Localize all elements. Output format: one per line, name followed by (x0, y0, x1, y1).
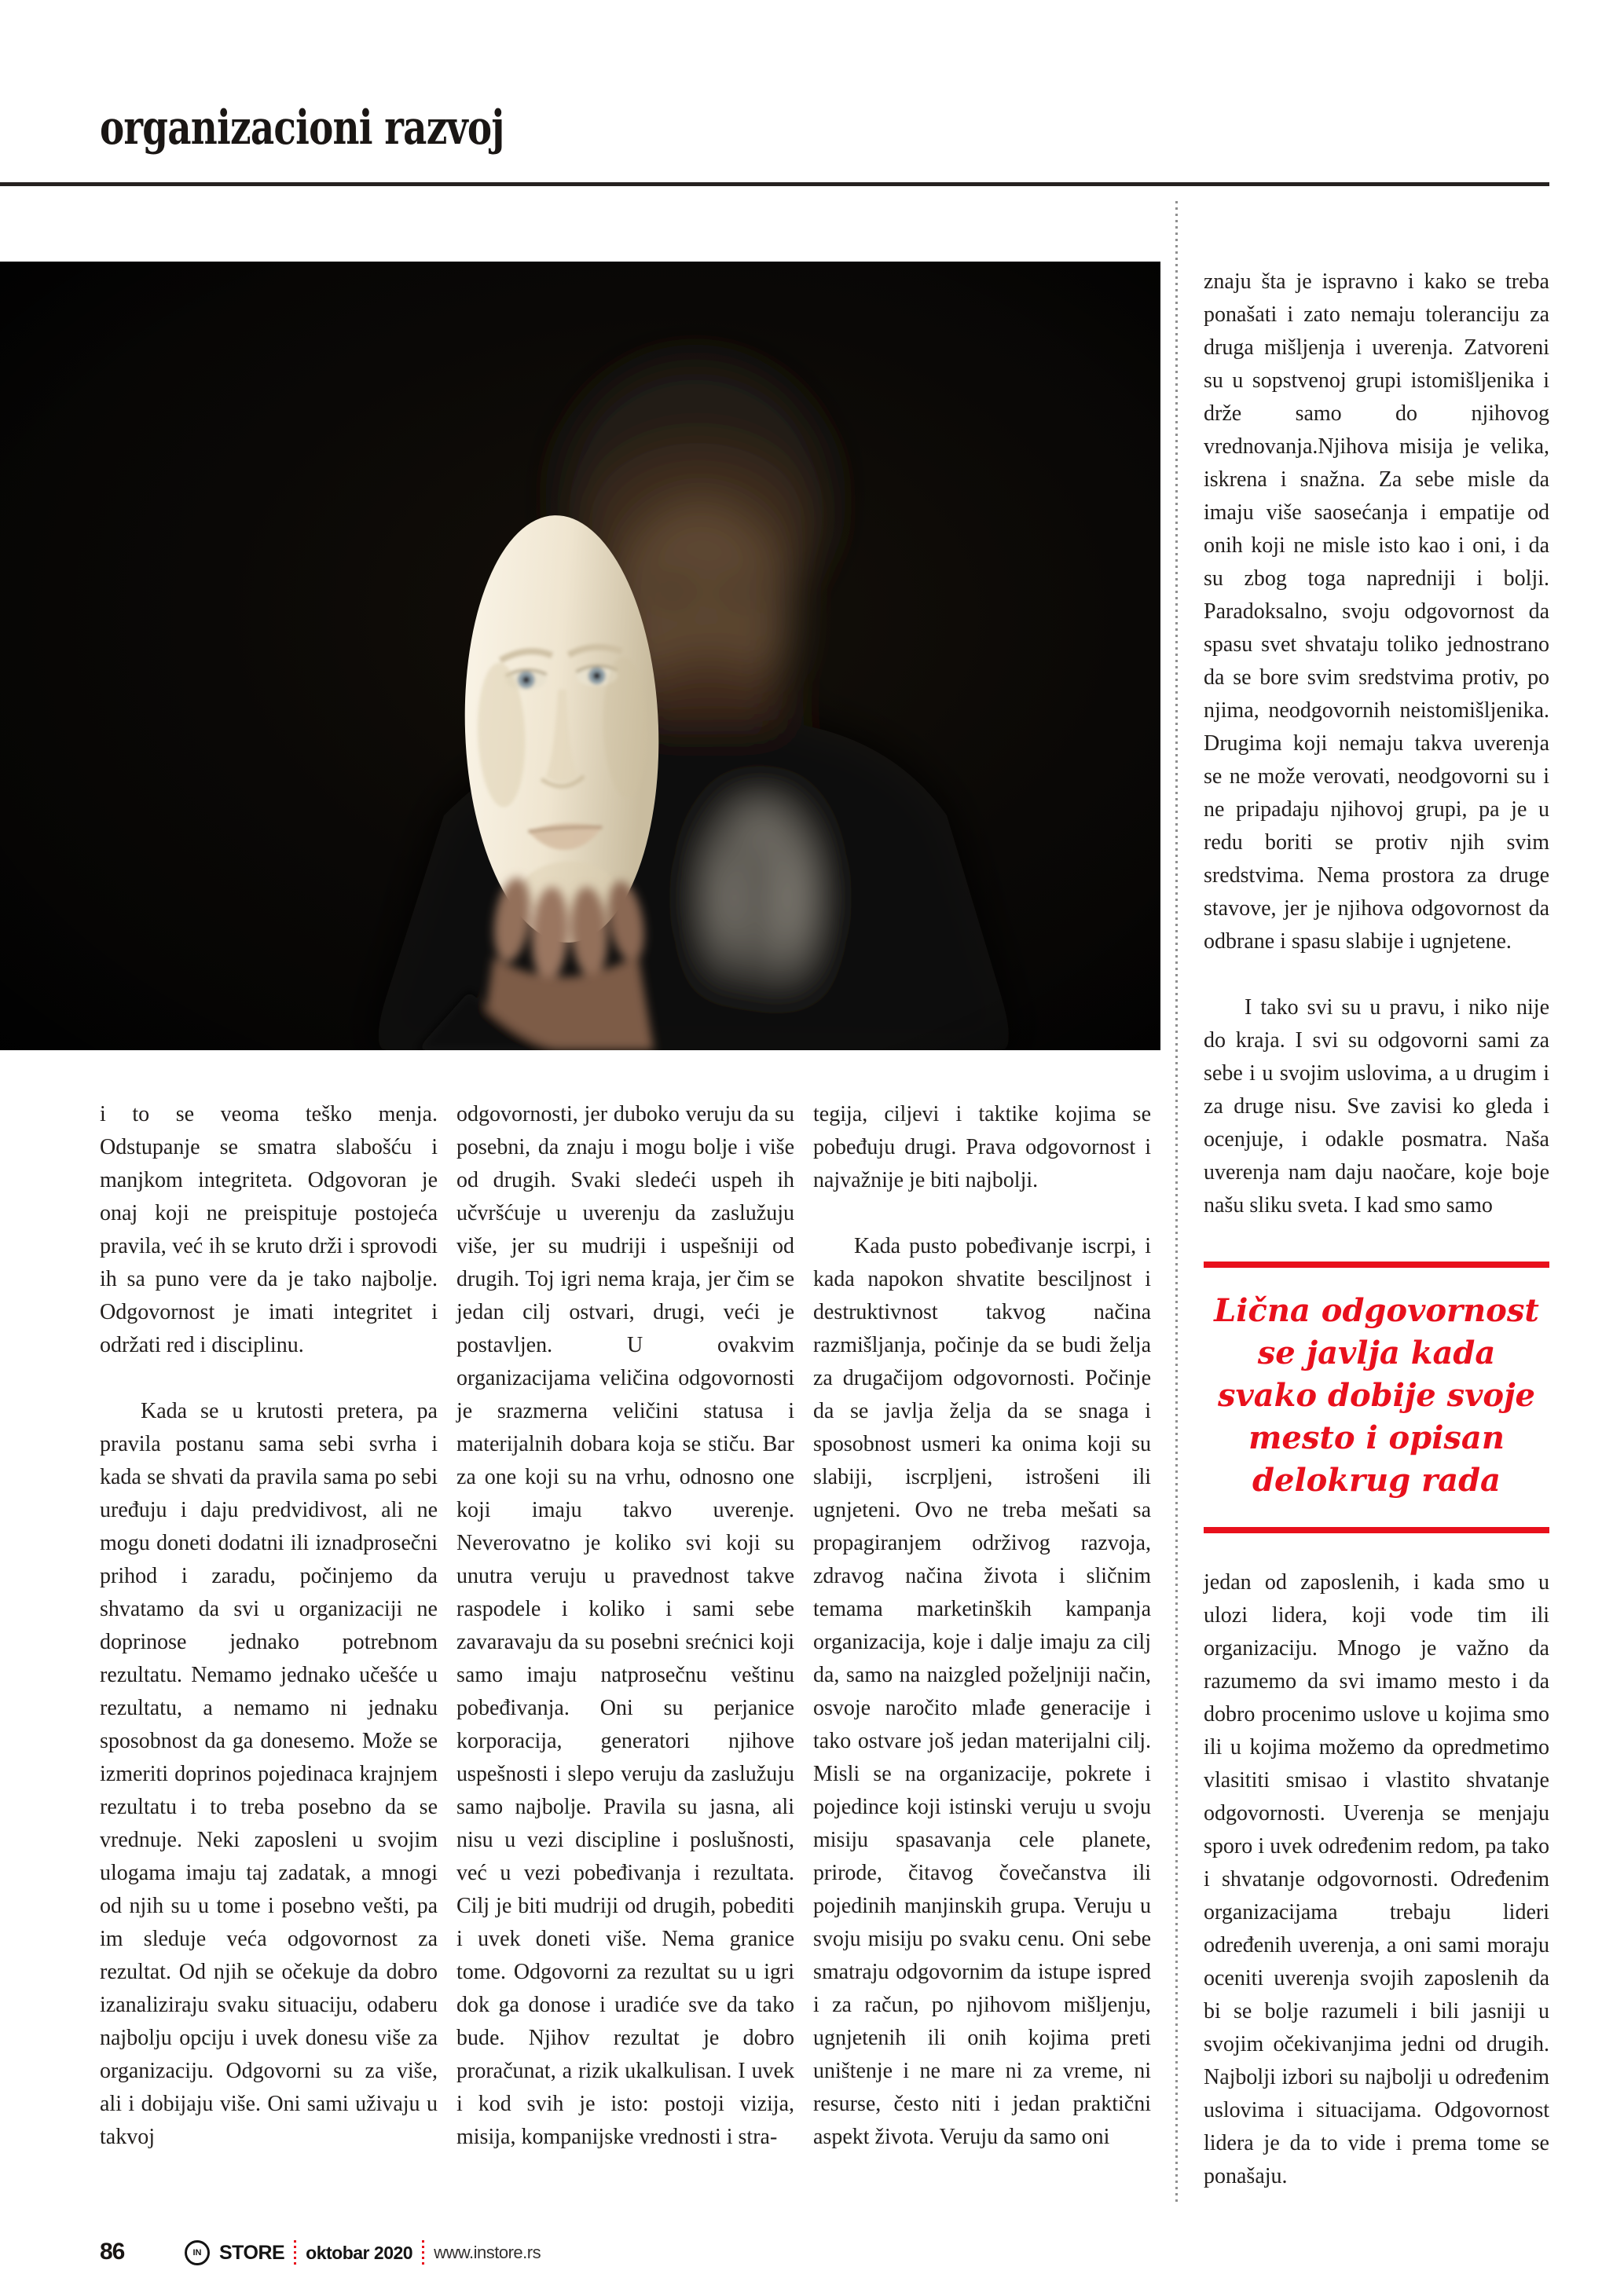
footer-divider-icon (294, 2240, 296, 2265)
man-holding-white-mask-illustration (0, 262, 1160, 1050)
page-number: 86 (100, 2239, 125, 2265)
footer-brand (185, 2236, 541, 2270)
article-right-column (1204, 265, 1549, 2193)
article-column-3 (813, 1098, 1151, 2154)
dotted-column-divider (1175, 201, 1178, 2206)
pull-quote-text: Lična odgovornost se javlja kada svako dobije svoje mesto i opisan delokrug rada (1214, 1292, 1539, 1499)
pull-quote (1204, 1262, 1549, 1533)
paragraph: odgovornosti, jer duboko veruju da su posebni, da znaju i mogu bolje i više od drugih. Svaki sledeći uspeh ih učvršćuje u uverenju da zaslužuju više, jer su mudriji i uspešniji od drugih. Toj igri nema kraja, jer čim se jedan cilj ostvari, drugi, veći je postavljen. U ovakvim organizacijama veličina odgovornosti je srazmerna veličini statusa i materijalnih dobara koja se stiču. Bar za one koji su na vrhu, odnosno one koji imaju takvo uverenje. Neverovatno je koliko svi koji su unutra veruju u pravednost takve raspodele i koliko i sami sebe zavaravaju da su posebni srećnici koji samo imaju natprosečnu veštinu pobeđivanja. Oni su perjanice korporacija, generatori njihove uspešnosti i slepo veruju da zaslužuju samo najbolje. Pravila su jasna, ali nisu u vezi discipline i poslušnosti, već u vezi pobeđivanja i rezultata. Cilj je biti mudriji od drugih, pobediti i uvek doneti više. Nema granice tome. Odgovorni za rezultat su u igri dok ga donose i uradiće sve da tako bude. Njihov rezultat je dobro proračunat, a rizik ukalkulisan. I uvek i kod svih je isto: postoji vizija, misija, kompanijske vrednosti i stra- (456, 1102, 794, 2149)
paragraph: Kada pusto pobeđivanje iscrpi, i kada napokon shvatite besciljnost i destruktivnost takvog načina razmišljanja, počinje da se budi želja za drugačijom odgovornosti. Počinje da se javlja želja da se snaga i sposobnost usmeri ka onima koji su slabiji, iscrpljeni, istrošeni ili ugnjeteni. Ovo ne treba mešati sa propagiranjem održivog razvoja, zdravog načina života i sličnim temama marketinških kampanja organizacija, koje i dalje imaju za cilj da, samo na naizgled poželjniji način, osvoje naročito mlađe generacije i tako ostvare još jedan materijalni cilj. Misli se na organizacije, pokrete i pojedince koji istinski veruju u svoju misiju spasavanja cele planete, prirode, čitavog čovečanstva ili pojedinih manjinskih grupa. Veruju u svoju misiju po svaku cenu. Oni sebe smatraju odgovornim da istupe ispred i za račun, po njihovom mišljenju, ugnjetenih ili onih kojima preti uništenje i ne mare ni za vreme, ni resurse, često niti i jedan praktični aspekt života. Veruju da samo oni (813, 1234, 1151, 2149)
article-column-1 (100, 1098, 438, 2154)
footer-website: www.instore.rs (434, 2243, 541, 2262)
paragraph: znaju šta je ispravno i kako se treba ponašati i zato nemaju toleranciju za druga mišljenja i uverenja. Zatvoreni su u sopstvenoj grupi istomišljenika i drže samo do njihovog vrednovanja.Njihova misija je velika, iskrena i snažna. Za sebe misle da imaju više saosećanja i empatije od onih koji ne misle isto kao i oni, i da su zbog toga napredniji i bolji. Paradoksalno, svoju odgovornost da spasu svet shvataju toliko jednostrano da se bore svim sredstvima protiv, po njima, neodgovornih neistomišljenika. Drugima koji nemaju takva uverenja se ne može verovati, neodgovorni su i ne pripadaju njihovoj grupi, pa je u redu boriti se protiv njih svim sredstvima. Nema prostora za druge stavove, jer je njihova odgovornost da odbrane i spasu slabije i ugnjetene. (1204, 269, 1549, 954)
article-column-2 (456, 1098, 794, 2154)
paragraph: I tako svi su u pravu, i niko nije do kraja. I svi su odgovorni sami za sebe i u svojim uslovima, a u drugim i za druge nisu. Sve zavisi ko gleda i ocenjuje, i odakle posmatra. Naša uverenja nam daju naočare, koje boje našu sliku sveta. I kad smo samo (1204, 995, 1549, 1218)
page-footer (0, 2236, 1624, 2275)
hero-photo (0, 262, 1160, 1050)
title-rule (0, 182, 1549, 186)
footer-logo-text: STORE (219, 2241, 285, 2264)
footer-divider-icon (422, 2240, 424, 2265)
footer-issue: oktobar 2020 (306, 2242, 413, 2263)
paragraph: i to se veoma teško menja. Odstupanje se smatra slabošću i manjkom integriteta. Odgovoran je onaj koji ne preispituje postojeća pravila, već ih se kruto drži i sprovodi ih sa puno vere da je tako najbolje. Odgovornost je imati integritet i održati red i disciplinu. (100, 1102, 438, 1357)
section-title: organizacioni razvoj (100, 101, 504, 156)
paragraph: jedan od zaposlenih, i kada smo u ulozi lidera, koji vode tim ili organizaciju. Mnogo je važno da razumemo da svi imamo mesto i da dobro procenimo uslove u kojima smo ili u kojima možemo da opredmetimo vlasititi smisao i vlastito shvatanje odgovornosti. Uverenja se menjaju sporo i uvek određenim redom, pa tako i shvatanje odgovornosti. Određenim organizacijama trebaju lideri određenih uverenja, a oni sami moraju oceniti uverenja svojih zaposlenih da bi se bolje razumeli i bili jasniji u svojim očekivanjima jedni od drugih. Najbolji izbori su najbolji u određenim uslovima i situacijama. Odgovornost lidera je da to vide i prema tome se ponašaju. (1204, 1570, 1549, 2188)
paragraph: tegija, ciljevi i taktike kojima se pobeđuju drugi. Prava odgovornost i najvažnije je biti najbolji. (813, 1102, 1151, 1192)
instore-logo-icon (185, 2240, 210, 2265)
instore-logo-monogram: IN (192, 2248, 202, 2258)
paragraph: Kada se u krutosti pretera, pa pravila postanu sama sebi svrha i kada se shvati da pravila sama po sebi uređuju i daju predvidivost, ali ne mogu doneti dodatni ili iznadprosečni prihod i zaradu, počinjemo da shvatamo da svi u organizaciji ne doprinose jednako potrebnom rezultatu. Nemamo jednako učešće u rezultatu, a nemamo ni jednaku sposobnost da ga donesemo. Može se izmeriti doprinos pojedinaca krajnjem rezultatu i to treba posebno da se vrednuje. Neki zaposleni u svojim ulogama imaju taj zadatak, a mnogi od njih su u tome i posebno vešti, pa im sleduje veća odgovornost za rezultat. Od njih se očekuje da dobro izanaliziraju svaku situaciju, odaberu najbolju opciju i uvek donesu više za organizaciju. Odgovorni su za više, ali i dobijaju više. Oni sami uživaju u takvoj (100, 1399, 438, 2149)
